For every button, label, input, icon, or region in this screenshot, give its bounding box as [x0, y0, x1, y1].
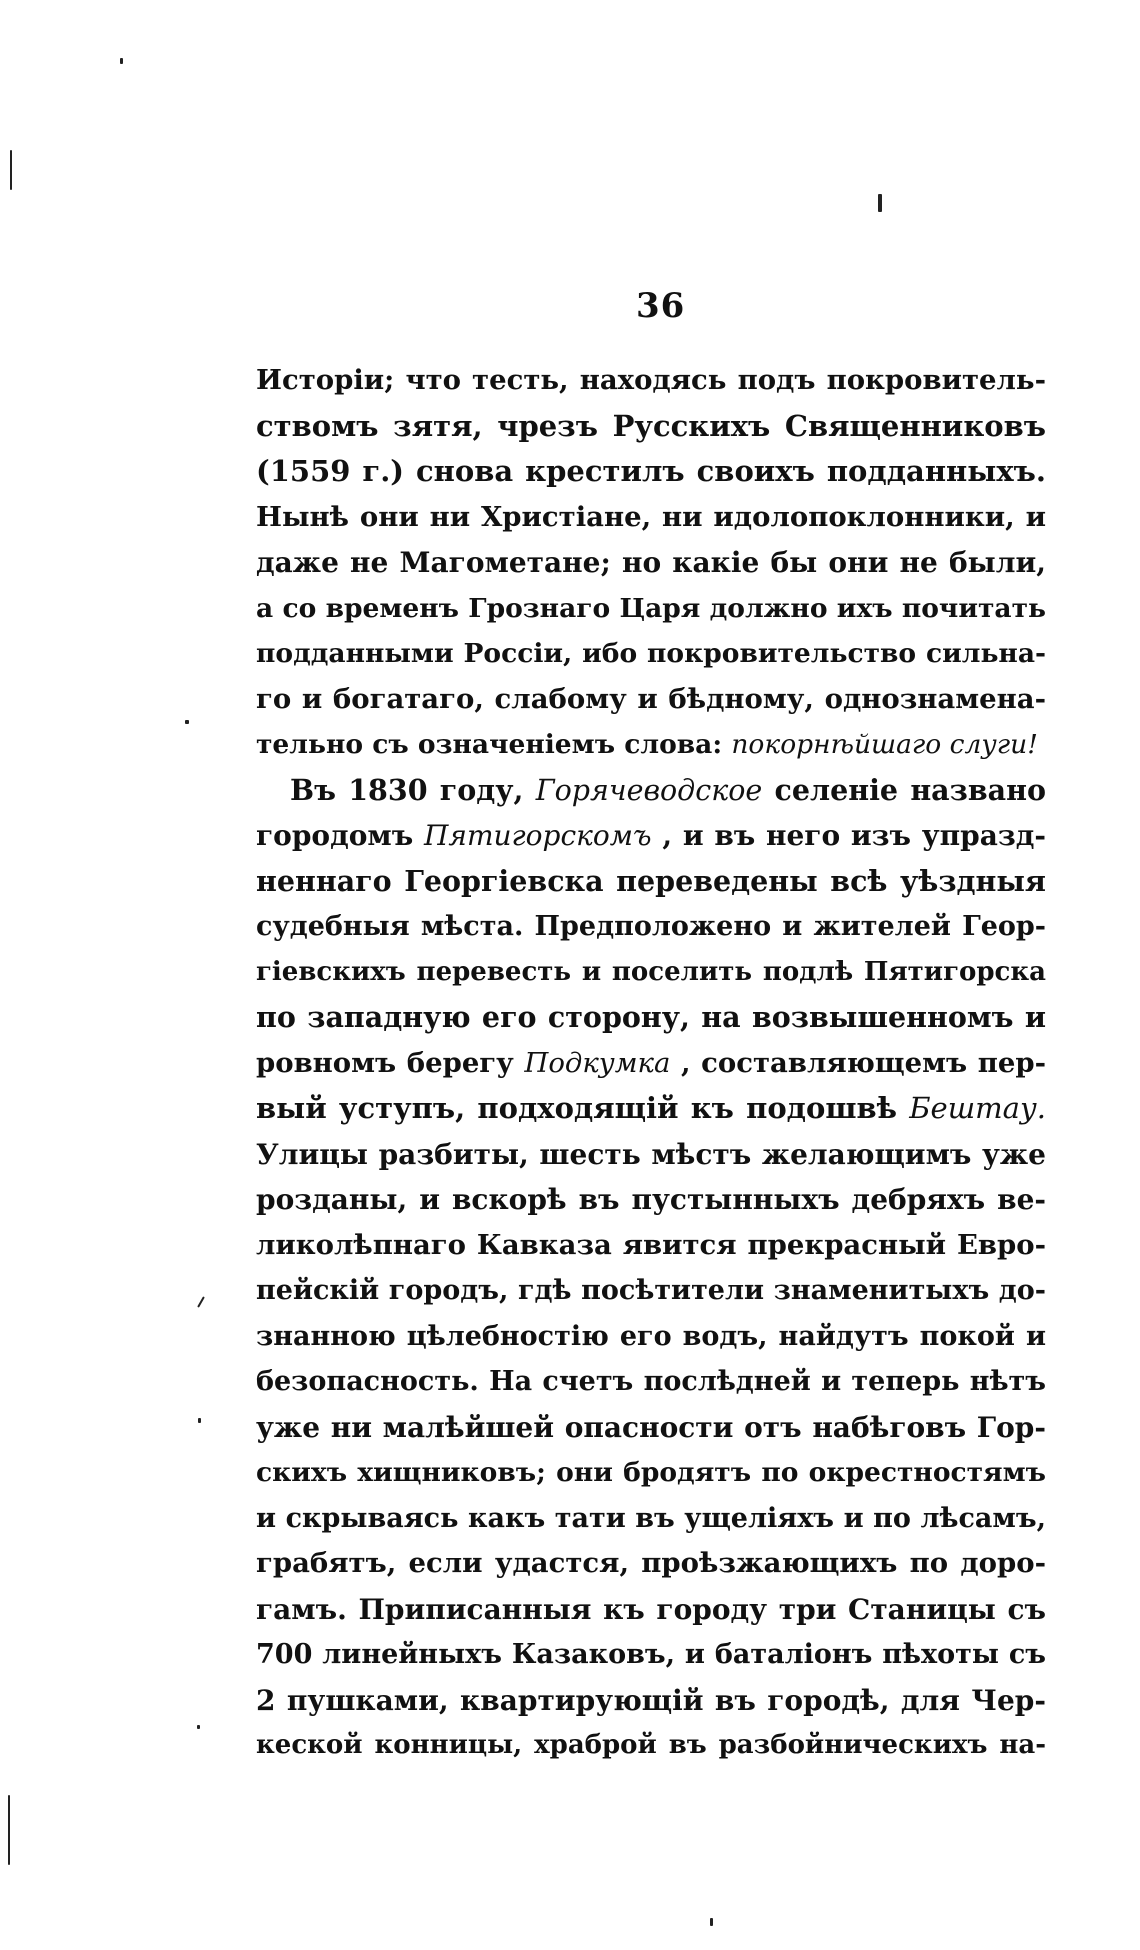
line-text: Улицы разбиты, шесть мѣстъ желающимъ уже — [256, 1137, 1046, 1171]
line-text: городомъ — [256, 819, 414, 852]
text-line — [256, 1541, 1046, 1587]
line-text: неннаго Георгіевска переведены всѣ уѣздныя — [256, 863, 1046, 898]
line-text: Въ 1830 году, — [290, 772, 524, 807]
text-line — [256, 1268, 1046, 1314]
text-line — [256, 1177, 1046, 1223]
margin-speck — [878, 194, 882, 212]
line-text: , составляющемъ пер- — [680, 1046, 1046, 1079]
line-text: , и въ него изъ упразд- — [662, 819, 1046, 852]
line-text: уже ни малѣйшей опасности отъ набѣговъ Гор- — [256, 1410, 1046, 1444]
text-line — [256, 722, 1046, 768]
line-text: селеніе названо — [774, 772, 1046, 807]
line-text: подданными Россіи, ибо покровительство сильна- — [256, 638, 1046, 669]
text-line — [256, 1086, 1046, 1132]
text-line — [256, 1132, 1046, 1178]
italic-term: покорнѣйшаго слуги! — [731, 729, 1038, 760]
text-line — [256, 586, 1046, 632]
text-line — [256, 1587, 1046, 1633]
italic-term: Пятигорскомъ — [423, 819, 652, 852]
text-line — [256, 677, 1046, 723]
line-text: тельно съ означеніемъ слова: — [256, 729, 723, 760]
text-line — [256, 859, 1046, 905]
text-line — [256, 813, 1046, 859]
margin-speck — [197, 1296, 205, 1307]
text-line — [256, 904, 1046, 950]
line-text: 700 линейныхъ Казаковъ, и баталіонъ пѣхоты съ — [256, 1639, 1046, 1670]
line-text: а со временъ Грознаго Царя должно ихъ почитать — [256, 592, 1046, 624]
text-line — [256, 1450, 1046, 1496]
line-text: (1559 г.) снова крестилъ своихъ подданныхъ. — [256, 454, 1046, 488]
line-text: безопасность. На счетъ послѣдней и теперь нѣтъ — [256, 1366, 1046, 1397]
italic-term: Горячеводское — [535, 773, 763, 807]
line-text: ровномъ берегу — [256, 1046, 514, 1079]
line-text: гіевскихъ перевесть и поселить подлѣ Пятигорска — [256, 956, 1046, 987]
line-text: го и богатаго, слабому и бѣдному, однознамена- — [256, 682, 1046, 715]
line-text: ствомъ зятя, чрезъ Русскихъ Священниковъ — [256, 408, 1046, 443]
text-line — [256, 1723, 1046, 1769]
text-line — [256, 1041, 1046, 1087]
line-text: грабятъ, если удастся, проѣзжающихъ по доро- — [256, 1547, 1046, 1579]
page-number: 36 — [636, 286, 686, 326]
line-text: 2 пушками, квартирующій въ городѣ, для Чер- — [256, 1683, 1046, 1717]
margin-speck — [120, 58, 123, 64]
line-text: розданы, и вскорѣ въ пустынныхъ дебряхъ ве- — [256, 1183, 1046, 1216]
margin-speck — [710, 1918, 713, 1926]
text-line — [256, 1496, 1046, 1542]
line-text: даже не Магометане; но какіе бы они не были, — [256, 546, 1046, 579]
text-line — [256, 1678, 1046, 1724]
line-text: пейскій городъ, гдѣ посѣтители знаменитыхъ до- — [256, 1275, 1046, 1306]
line-text: гамъ. Приписанныя къ городу три Станицы съ — [256, 1592, 1046, 1626]
text-line — [256, 1359, 1046, 1405]
text-line — [256, 449, 1046, 495]
text-line — [256, 1405, 1046, 1451]
text-line — [256, 995, 1046, 1041]
text-line — [256, 631, 1046, 677]
margin-speck — [185, 720, 189, 724]
line-text: и скрываясь какъ тати въ ущеліяхъ и по лѣсамъ, — [256, 1502, 1046, 1534]
text-line — [256, 1223, 1046, 1269]
text-line — [256, 358, 1046, 404]
line-text: кеской конницы, храброй въ разбойническихъ на- — [256, 1730, 1046, 1760]
margin-speck — [8, 1795, 10, 1865]
text-line — [256, 1314, 1046, 1360]
line-text: судебныя мѣста. Предположено и жителей Геор- — [256, 911, 1046, 942]
text-line — [256, 768, 1046, 814]
line-text: Нынѣ они ни Христіане, ни идолопоклонники, и — [256, 500, 1046, 533]
text-line — [256, 950, 1046, 996]
line-text: скихъ хищниковъ; они бродятъ по окрестностямъ — [256, 1457, 1046, 1488]
italic-term: Бешmау. — [909, 1091, 1046, 1125]
italic-term: Подкумка — [524, 1046, 671, 1079]
text-line — [256, 495, 1046, 541]
line-text: знанною цѣлебностію его водъ, найдутъ покой и — [256, 1320, 1046, 1352]
line-text: вый уступъ, подходящій къ подошвѣ — [256, 1091, 898, 1125]
margin-speck — [197, 1725, 200, 1729]
line-text: ликолѣпнаго Кавказа явится прекрасный Евро- — [256, 1228, 1046, 1261]
body-text — [256, 358, 1046, 1769]
text-line — [256, 1632, 1046, 1678]
line-text: Исторіи; что тесть, находясь подъ покровитель- — [256, 364, 1046, 396]
margin-speck — [198, 1418, 201, 1423]
margin-speck — [10, 150, 12, 190]
line-text: по западную его сторону, на возвышенномъ и — [256, 1000, 1046, 1034]
text-line — [256, 404, 1046, 450]
text-line — [256, 540, 1046, 586]
